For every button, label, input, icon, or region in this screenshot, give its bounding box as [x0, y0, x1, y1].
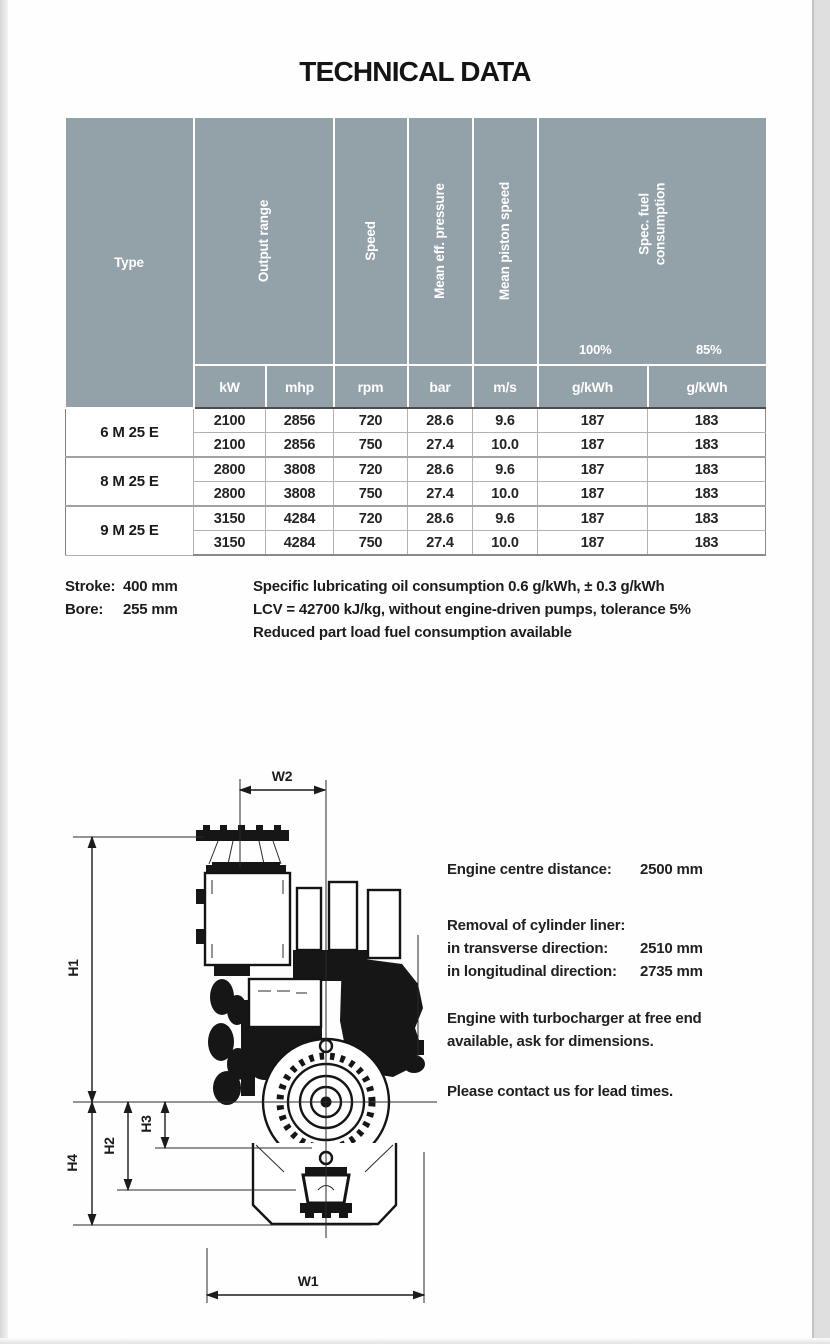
table-cell: 3150	[194, 531, 266, 556]
note-lcv: LCV = 42700 kJ/kg, without engine-driven pumps, tolerance 5%	[253, 601, 691, 618]
table-cell: 2800	[194, 482, 266, 507]
h4-label: H4	[64, 1154, 80, 1172]
output-range-label: Output range	[255, 199, 271, 283]
engine-type-cell: 8 M 25 E	[66, 457, 194, 506]
transverse-value: 2510 mm	[640, 940, 703, 957]
table-cell: 720	[334, 408, 408, 433]
table-cell: 2100	[194, 408, 266, 433]
unit-ms: m/s	[473, 365, 538, 408]
h1-label: H1	[65, 959, 81, 977]
table-cell: 27.4	[408, 531, 473, 556]
col-header-type: Type	[66, 118, 194, 408]
table-cell: 183	[648, 482, 766, 507]
load-100-label: 100%	[579, 342, 612, 357]
table-cell: 2856	[266, 433, 334, 458]
mean-eff-pressure-label: Mean eff. pressure	[432, 183, 448, 299]
unit-gkwh-85: g/kWh	[648, 365, 766, 408]
table-cell: 187	[538, 506, 648, 531]
table-cell: 9.6	[473, 457, 538, 482]
transverse-label: in transverse direction:	[447, 940, 609, 957]
table-cell: 10.0	[473, 531, 538, 556]
table-cell: 750	[334, 433, 408, 458]
table-cell: 27.4	[408, 433, 473, 458]
table-cell: 187	[538, 433, 648, 458]
engine-mount-bracket	[253, 1143, 396, 1224]
centre-distance-label: Engine centre distance:	[447, 861, 612, 878]
table-cell: 3808	[266, 457, 334, 482]
note-lube-oil: Specific lubricating oil consumption 0.6 g/kWh, ± 0.3 g/kWh	[253, 578, 665, 595]
table-cell: 2856	[266, 408, 334, 433]
stroke-label: Stroke:	[65, 578, 116, 595]
unit-rpm: rpm	[334, 365, 408, 408]
table-cell: 183	[648, 408, 766, 433]
table-cell: 9.6	[473, 506, 538, 531]
table-cell: 28.6	[408, 408, 473, 433]
table-cell: 10.0	[473, 482, 538, 507]
longitudinal-label: in longitudinal direction:	[447, 963, 617, 980]
table-cell: 4284	[266, 506, 334, 531]
bore-value: 255 mm	[123, 601, 178, 618]
table-cell: 183	[648, 531, 766, 556]
unit-gkwh-100: g/kWh	[538, 365, 648, 408]
contact-note: Please contact us for lead times.	[447, 1083, 673, 1100]
w1-label: W1	[297, 1273, 319, 1289]
h3-label: H3	[138, 1115, 154, 1133]
table-cell: 2800	[194, 457, 266, 482]
mean-piston-speed-label: Mean piston speed	[497, 181, 513, 301]
table-cell: 187	[538, 482, 648, 507]
table-cell: 183	[648, 506, 766, 531]
stroke-value: 400 mm	[123, 578, 178, 595]
engine-type-cell: 9 M 25 E	[66, 506, 194, 555]
page-title: TECHNICAL DATA	[299, 56, 531, 87]
table-cell: 187	[538, 408, 648, 433]
table-cell: 27.4	[408, 482, 473, 507]
table-cell: 750	[334, 482, 408, 507]
table-cell: 4284	[266, 531, 334, 556]
table-cell: 183	[648, 457, 766, 482]
unit-bar: bar	[408, 365, 473, 408]
unit-kw: kW	[194, 365, 266, 408]
centre-distance-value: 2500 mm	[640, 861, 703, 878]
engine-top-stack	[196, 825, 289, 871]
table-cell: 9.6	[473, 408, 538, 433]
dimension-notes-block	[447, 858, 757, 1103]
liner-heading: Removal of cylinder liner:	[447, 917, 626, 934]
table-cell: 2100	[194, 433, 266, 458]
engine-type-cell: 6 M 25 E	[66, 408, 194, 457]
table-cell: 3150	[194, 506, 266, 531]
table-cell: 3808	[266, 482, 334, 507]
spec-fuel-label: Spec. fuel consumption	[636, 182, 667, 266]
table-cell: 28.6	[408, 506, 473, 531]
table-cell: 183	[648, 433, 766, 458]
bore-label: Bore:	[65, 601, 104, 618]
turbocharger-note: Engine with turbocharger at free end available, ask for dimensions.	[447, 1010, 702, 1050]
dimension-h1	[65, 837, 204, 1102]
table-cell: 187	[538, 457, 648, 482]
table-cell: 28.6	[408, 457, 473, 482]
longitudinal-value: 2735 mm	[640, 963, 703, 980]
table-cell: 750	[334, 531, 408, 556]
load-85-label: 85%	[696, 342, 722, 357]
table-cell: 187	[538, 531, 648, 556]
note-part-load: Reduced part load fuel consumption available	[253, 624, 572, 641]
dimension-w2	[240, 768, 325, 868]
speed-label: Speed	[362, 221, 378, 261]
unit-mhp: mhp	[266, 365, 334, 408]
h2-label: H2	[101, 1137, 117, 1155]
table-cell: 10.0	[473, 433, 538, 458]
table-cell: 720	[334, 457, 408, 482]
table-cell: 720	[334, 506, 408, 531]
w2-label: W2	[271, 768, 293, 784]
